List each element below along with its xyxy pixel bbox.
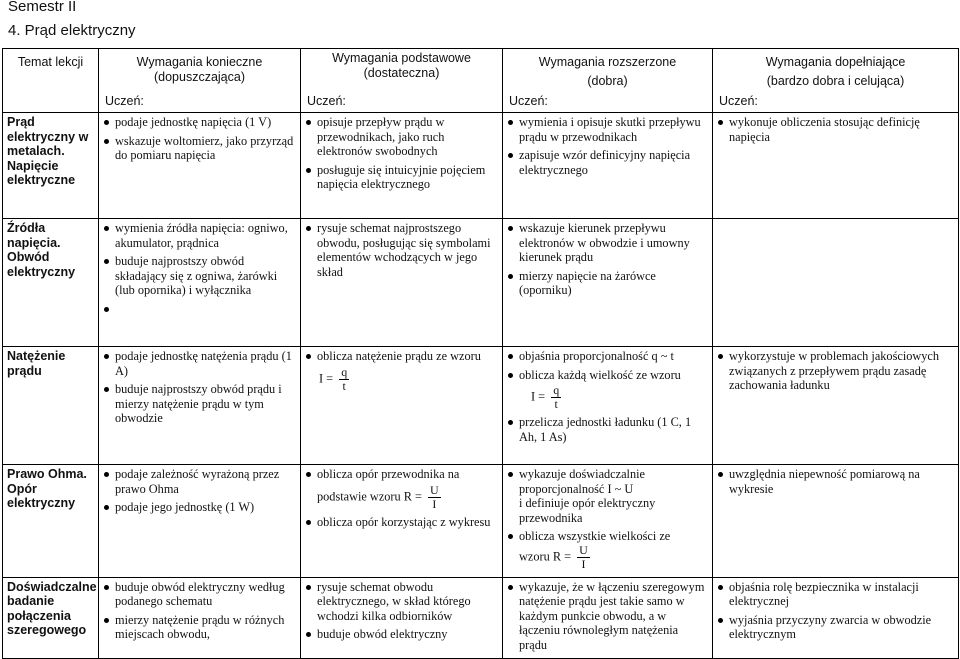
- list-item: podaje jego jednostkę (1 W): [115, 500, 296, 515]
- list-item: buduje obwód elektryczny: [317, 627, 498, 642]
- list-item: buduje najprostszy obwód prądu i mierzy natężenie prądu w tym obwodzie: [115, 382, 296, 426]
- list-item: wykonuje obliczenia stosując definicję napięcia: [729, 115, 954, 144]
- list-item: rysuje schemat najprostszego obwodu, posługując się symbolami elementów wchodzących w jego skład: [317, 221, 498, 279]
- header-dopelniajace: Wymagania dopełniające (bardzo dobra i celująca) Uczeń:: [713, 49, 959, 113]
- list-item: wykazuje, że w łączeniu szeregowym natężenie prądu jest takie samo w każdym punkcie obwodu, a w łączeniu równoległym natężenia prądu: [519, 580, 708, 653]
- list-item: oblicza każdą wielkość ze wzoru I = $\frac{q}{t}$: [519, 368, 708, 412]
- list-item: wymienia i opisuje skutki przepływu prądu w przewodnikach: [519, 115, 708, 144]
- list-item: przelicza jednostki ładunku (1 C, 1 Ah, 1 As): [519, 415, 708, 444]
- current-formula: I = $\frac{q}{t}$: [319, 364, 348, 393]
- list-item: objaśnia proporcjonalność q ~ t: [519, 349, 708, 364]
- list-item: opisuje przepływ prądu w przewodnikach, jako ruch elektronów swobodnych: [317, 115, 498, 159]
- list-item: oblicza wszystkie wielkości ze wzoru R = $\frac{U}{I}$: [519, 529, 708, 571]
- konieczne-cell: [99, 465, 301, 578]
- list-item: wskazuje kierunek przepływu elektronów w obwodzie i umowny kierunek prądu: [519, 221, 708, 265]
- header-topic: Temat lekcji: [3, 49, 99, 113]
- list-item: buduje obwód elektryczny według podanego schematu: [115, 580, 296, 609]
- list-item: oblicza opór korzystając z wykresu: [317, 515, 498, 530]
- list-item: rysuje schemat obwodu elektrycznego, w skład którego wchodzi kilka odbiorników: [317, 580, 498, 624]
- requirements-table: [2, 48, 959, 659]
- current-formula: I = $\frac{q}{t}$: [531, 383, 560, 411]
- list-item: oblicza opór przewodnika na podstawie wzoru R = $\frac{U}{I}$: [317, 467, 498, 511]
- list-item: zapisuje wzór definicyjny napięcia elektrycznego: [519, 148, 708, 177]
- header-rozszerzone: Wymagania rozszerzone (dobra) Uczeń:: [503, 49, 713, 113]
- list-item: wykazuje doświadczalnie proporcjonalność I ~ U i definiuje opór elektryczny przewodnika: [519, 467, 708, 525]
- konieczne-cell: [99, 219, 301, 347]
- list-item: wymienia źródła napięcia: ogniwo, akumulator, prądnica: [115, 221, 296, 250]
- table-row: [3, 219, 959, 347]
- fraction: $\frac{U}{I}$: [579, 542, 588, 571]
- podstawowe-cell: [301, 219, 503, 347]
- header-row: [3, 49, 959, 113]
- topic-cell: Źródła napięcia. Obwód elektryczny: [3, 219, 99, 347]
- list-item: wskazuje woltomierz, jako przyrząd do pomiaru napięcia: [115, 134, 296, 163]
- list-item: mierzy natężenie prądu w różnych miejscach obwodu,: [115, 613, 296, 642]
- semester-title: Semestr II: [8, 0, 77, 15]
- fraction: $\frac{q}{t}$: [341, 364, 348, 393]
- podstawowe-cell: [301, 577, 503, 659]
- konieczne-cell: [99, 113, 301, 219]
- dopelniajace-cell: [713, 347, 959, 465]
- list-item: objaśnia rolę bezpiecznika w instalacji elektrycznej: [729, 580, 954, 609]
- list-item: uwzględnia niepewność pomiarową na wykresie: [729, 467, 954, 496]
- dopelniajace-cell: [713, 577, 959, 659]
- table-row: [3, 465, 959, 578]
- list-item: podaje zależność wyrażoną przez prawo Ohma: [115, 467, 296, 496]
- list-item: oblicza natężenie prądu ze wzoru I = $\frac{q}{t}$: [317, 349, 498, 393]
- topic-cell: Prawo Ohma. Opór elektryczny: [3, 465, 99, 578]
- fraction: $\frac{q}{t}$: [553, 383, 560, 411]
- rozszerzone-cell: [503, 577, 713, 659]
- list-item: podaje jednostkę napięcia (1 V): [115, 115, 296, 130]
- list-item: mierzy napięcie na żarówce (oporniku): [519, 269, 708, 298]
- section-title: 4. Prąd elektryczny: [8, 22, 136, 39]
- podstawowe-cell: [301, 113, 503, 219]
- list-item: buduje najprostszy obwód składający się z ogniwa, żarówki (lub opornika) i wyłącznika: [115, 254, 296, 298]
- empty-list-item: [115, 302, 296, 316]
- fraction: $\frac{U}{I}$: [430, 482, 439, 511]
- table-row: [3, 113, 959, 219]
- header-konieczne: Wymagania konieczne (dopuszczająca) Uczeń:: [99, 49, 301, 113]
- table-row: [3, 347, 959, 465]
- topic-cell: Prąd elektryczny w metalach. Napięcie elektryczne: [3, 113, 99, 219]
- header-podstawowe: Wymagania podstawowe (dostateczna) Uczeń:: [301, 49, 503, 113]
- topic-cell: Doświadczalne badanie połączenia szeregowego: [3, 577, 99, 659]
- list-item: posługuje się intuicyjnie pojęciem napięcia elektrycznego: [317, 163, 498, 192]
- rozszerzone-cell: [503, 465, 713, 578]
- konieczne-cell: [99, 577, 301, 659]
- dopelniajace-cell: [713, 219, 959, 347]
- rozszerzone-cell: [503, 113, 713, 219]
- list-item: podaje jednostkę natężenia prądu (1 A): [115, 349, 296, 378]
- list-item: wyjaśnia przyczyny zwarcia w obwodzie elektrycznym: [729, 613, 954, 642]
- table-row: [3, 577, 959, 659]
- dopelniajace-cell: [713, 113, 959, 219]
- list-item: wykorzystuje w problemach jakościowych związanych z przepływem prądu zasadę zachowania ładunku: [729, 349, 954, 393]
- ohm-unit: (1 W): [225, 500, 255, 514]
- proportion-formula: I ~ U: [607, 481, 634, 496]
- konieczne-cell: [99, 347, 301, 465]
- proportion-formula: q ~ t: [651, 349, 674, 363]
- podstawowe-cell: [301, 347, 503, 465]
- dopelniajace-cell: [713, 465, 959, 578]
- rozszerzone-cell: [503, 219, 713, 347]
- rozszerzone-cell: [503, 347, 713, 465]
- podstawowe-cell: [301, 465, 503, 578]
- topic-cell: Natężenie prądu: [3, 347, 99, 465]
